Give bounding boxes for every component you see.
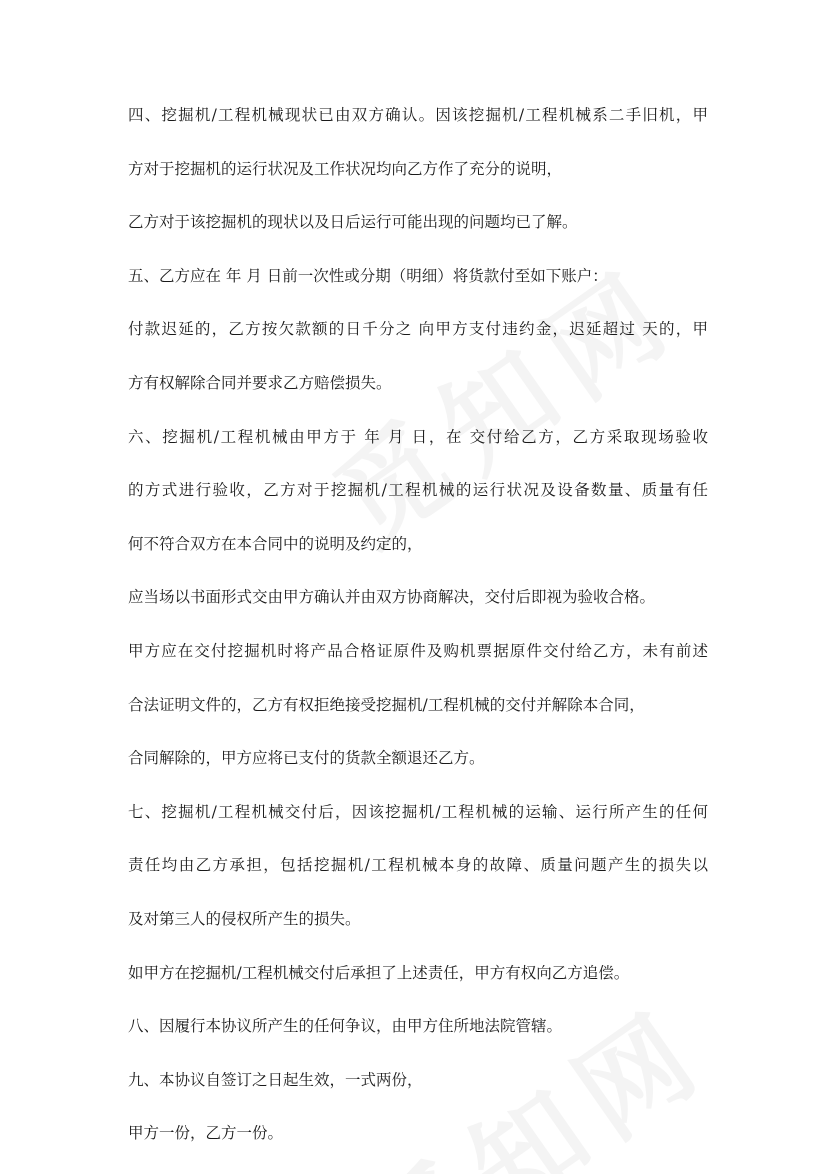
clause-7-line-3: 及对第三人的侵权所产生的损失。 — [128, 909, 361, 928]
clause-8-line-1: 八、因履行本协议所产生的任何争议，由甲方住所地法院管辖。 — [128, 1017, 563, 1036]
clause-6-line-4: 应当场以书面形式交由甲方确认并由双方协商解决，交付后即视为验收合格。 — [128, 588, 656, 607]
clause-4-line-2: 方对于挖掘机的运行状况及工作状况均向乙方作了充分的说明， — [128, 159, 563, 178]
clause-6-line-5: 甲方应在交付挖掘机时将产品合格证原件及购机票据原件交付给乙方，未有前述 — [128, 641, 708, 660]
clause-5-line-2: 付款迟延的，乙方按欠款额的日千分之 向甲方支付违约金，迟延超过 天的，甲 — [128, 320, 708, 339]
clause-6-line-1: 六、挖掘机/工程机械由甲方于 年 月 日，在 交付给乙方，乙方采取现场验收 — [128, 427, 708, 446]
clause-6-line-6: 合法证明文件的，乙方有权拒绝接受挖掘机/工程机械的交付并解除本合同， — [128, 695, 645, 714]
clause-4-line-3: 乙方对于该挖掘机的现状以及日后运行可能出现的问题均已了解。 — [128, 213, 578, 232]
clause-5-line-1: 五、乙方应在 年 月 日前一次性或分期（明细）将货款付至如下账户： — [128, 266, 608, 285]
clause-7-line-1: 七、挖掘机/工程机械交付后，因该挖掘机/工程机械的运输、运行所产生的任何 — [128, 802, 708, 821]
clause-9-line-2: 甲方一份，乙方一份。 — [128, 1124, 284, 1143]
clause-4-line-1: 四、挖掘机/工程机械现状已由双方确认。因该挖掘机/工程机械系二手旧机，甲 — [128, 106, 708, 124]
clause-7-line-2: 责任均由乙方承担，包括挖掘机/工程机械本身的故障、质量问题产生的损失以 — [128, 856, 708, 875]
document-body — [128, 106, 708, 1142]
clause-6-line-3: 何不符合双方在本合同中的说明及约定的， — [128, 534, 423, 553]
clause-9-line-1: 九、本协议自签订之日起生效，一式两份， — [128, 1070, 423, 1089]
clause-5-line-3: 方有权解除合同并要求乙方赔偿损失。 — [128, 373, 392, 392]
clause-6-line-2: 的方式进行验收，乙方对于挖掘机/工程机械的运行状况及设备数量、质量有任 — [128, 481, 708, 500]
clause-6-line-7: 合同解除的，甲方应将已支付的货款全额退还乙方。 — [128, 749, 485, 768]
clause-7-line-4: 如甲方在挖掘机/工程机械交付后承担了上述责任，甲方有权向乙方追偿。 — [128, 963, 630, 982]
